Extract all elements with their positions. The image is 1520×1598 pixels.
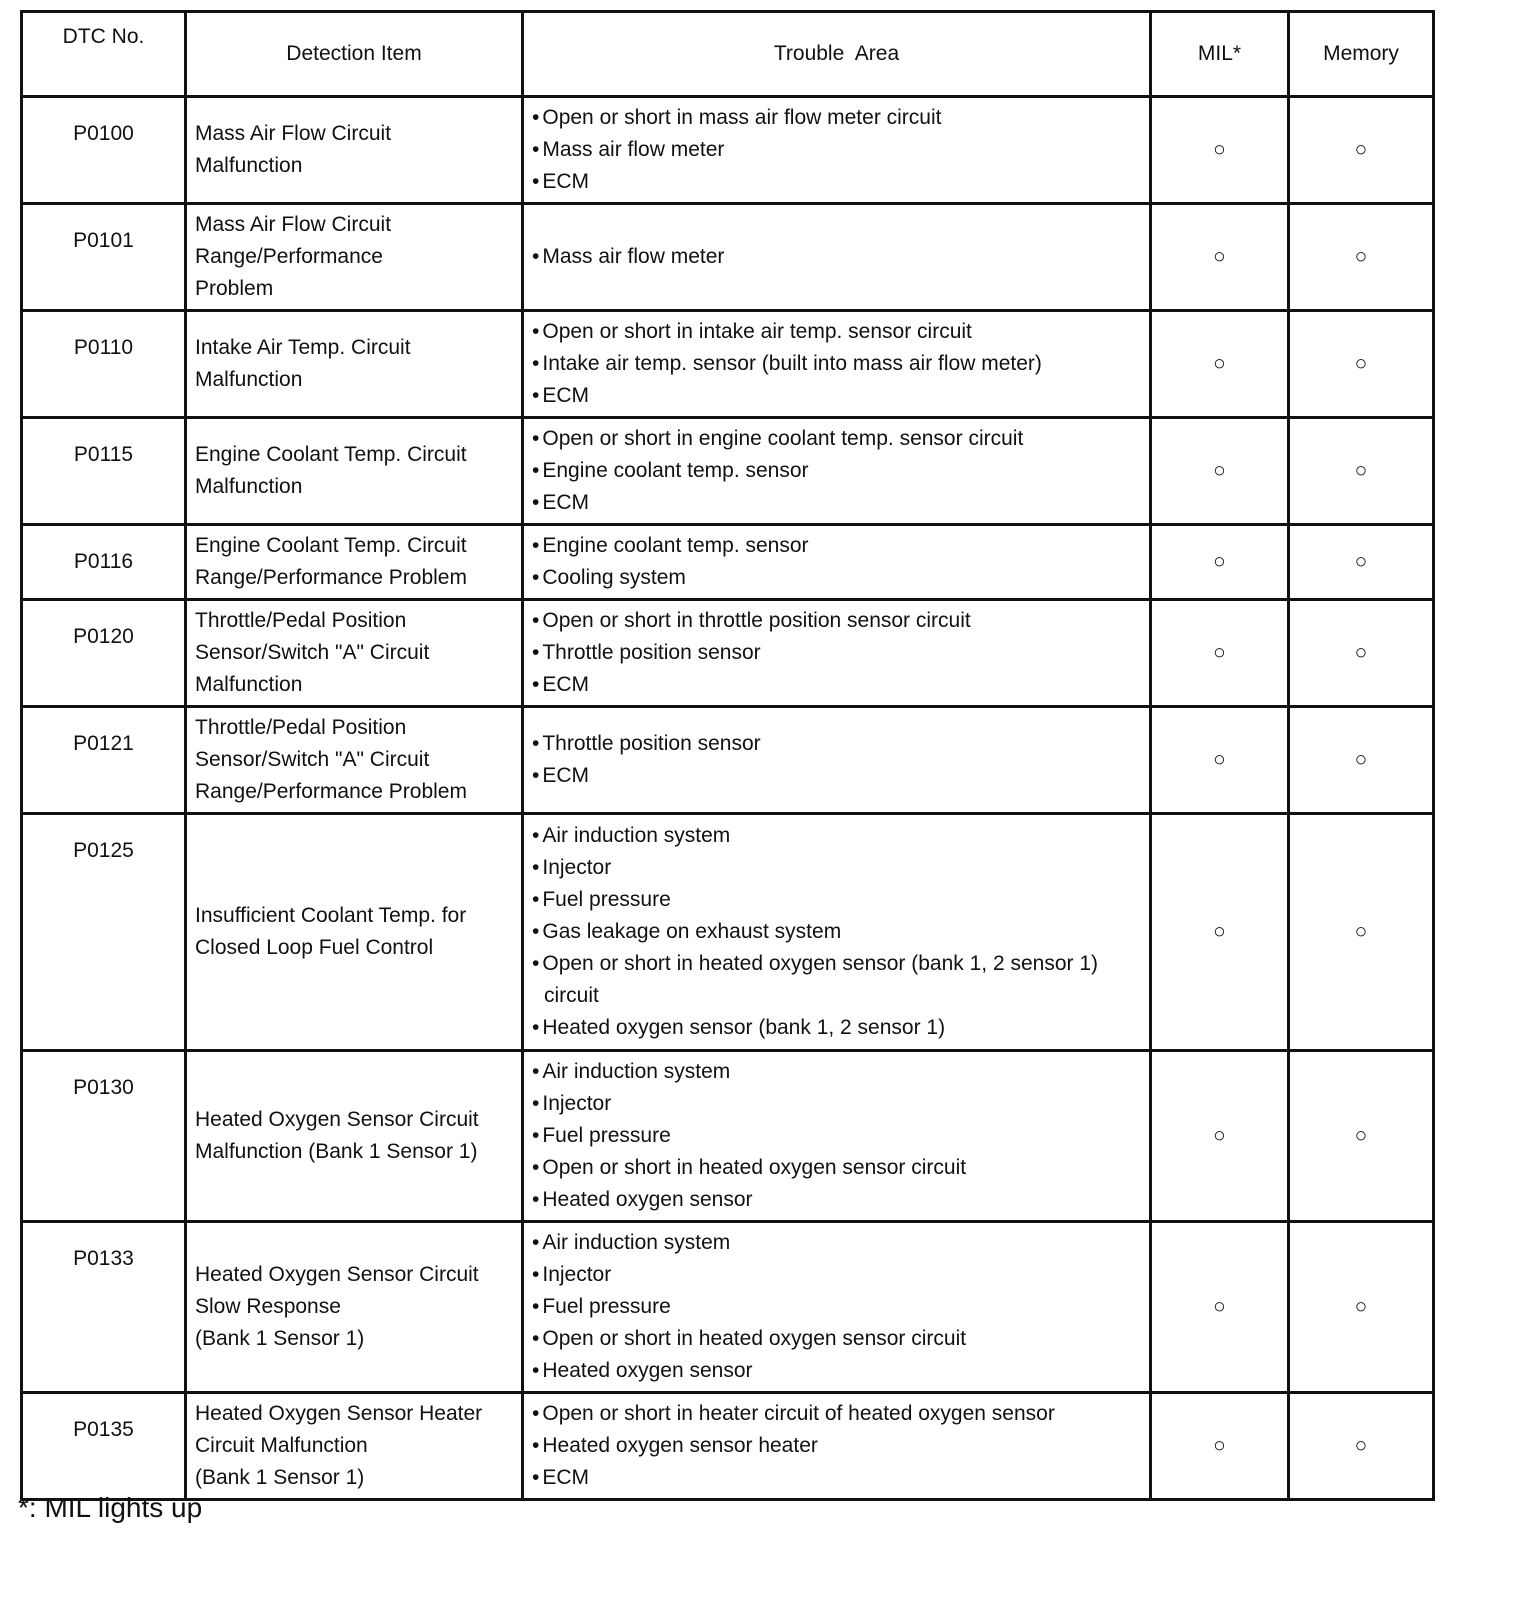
trouble-area-item — [532, 728, 1141, 760]
header-detection-item: Detection Item — [186, 12, 523, 97]
detection-item-cell — [186, 707, 523, 814]
detection-item-line: Range/Performance Problem — [195, 780, 467, 803]
trouble-area-item — [532, 1088, 1141, 1120]
trouble-area-text: • ECM — [532, 1466, 589, 1489]
table-header — [22, 12, 1434, 97]
trouble-area-text: • Mass air flow meter — [532, 138, 724, 161]
trouble-area-item — [532, 1462, 1141, 1494]
table-row — [22, 1222, 1434, 1393]
trouble-area-text: • Open or short in engine coolant temp. sensor circuit — [532, 427, 1023, 450]
trouble-area-text: • Heated oxygen sensor (bank 1, 2 sensor 1) — [532, 1016, 945, 1039]
detection-item-line: Range/Performance — [195, 245, 383, 268]
trouble-area-item — [532, 637, 1141, 669]
detection-item-line: Slow Response — [195, 1295, 341, 1318]
mil-circle-icon: ○ — [1151, 418, 1289, 525]
trouble-area-text: • ECM — [532, 384, 589, 407]
detection-item-line: Malfunction — [195, 154, 303, 177]
table-row — [22, 204, 1434, 311]
trouble-area-text: • Mass air flow meter — [532, 245, 724, 268]
table-row — [22, 525, 1434, 600]
trouble-area-item — [532, 102, 1141, 134]
detection-item-cell — [186, 97, 523, 204]
header-mil: MIL* — [1151, 12, 1289, 97]
trouble-area-text: • Fuel pressure — [532, 1124, 671, 1147]
dtc-table — [20, 10, 1435, 1501]
trouble-area-item — [532, 1056, 1141, 1088]
trouble-area-item — [532, 423, 1141, 455]
trouble-area-cell — [523, 97, 1151, 204]
trouble-area-cell — [523, 1393, 1151, 1500]
trouble-area-item — [532, 669, 1141, 701]
trouble-area-item — [532, 1323, 1141, 1355]
memory-circle-icon: ○ — [1289, 418, 1434, 525]
memory-circle-icon: ○ — [1289, 204, 1434, 311]
trouble-area-text: • Air induction system — [532, 824, 730, 847]
trouble-area-cell — [523, 1222, 1151, 1393]
mil-circle-icon: ○ — [1151, 525, 1289, 600]
detection-item-line: Mass Air Flow Circuit — [195, 213, 392, 236]
trouble-area-cell — [523, 311, 1151, 418]
trouble-area-item — [532, 166, 1141, 198]
table-row — [22, 600, 1434, 707]
detection-item-cell — [186, 204, 523, 311]
trouble-area-item — [532, 316, 1141, 348]
dtc-code-cell: P0115 — [22, 418, 186, 525]
trouble-area-item — [532, 820, 1141, 852]
trouble-area-text: • ECM — [532, 491, 589, 514]
trouble-area-item — [532, 852, 1141, 884]
trouble-area-text: • Fuel pressure — [532, 888, 671, 911]
trouble-area-cell — [523, 1051, 1151, 1222]
mil-circle-icon: ○ — [1151, 1051, 1289, 1222]
header-trouble-area: Trouble Area — [523, 12, 1151, 97]
trouble-area-text: • Injector — [532, 856, 611, 879]
detection-item-line: Closed Loop Fuel Control — [195, 936, 434, 959]
trouble-area-text: • Open or short in heated oxygen sensor (bank 1, 2 sensor 1) — [532, 952, 1098, 975]
trouble-area-item — [532, 1398, 1141, 1430]
memory-circle-icon: ○ — [1289, 707, 1434, 814]
table-row — [22, 97, 1434, 204]
memory-circle-icon: ○ — [1289, 1222, 1434, 1393]
table-body — [22, 97, 1434, 1500]
trouble-area-cell — [523, 418, 1151, 525]
trouble-area-text: • Open or short in mass air flow meter circuit — [532, 106, 941, 129]
trouble-area-text: • Throttle position sensor — [532, 641, 761, 664]
trouble-area-text: • Gas leakage on exhaust system — [532, 920, 841, 943]
detection-item-line: Intake Air Temp. Circuit — [195, 336, 411, 359]
mil-circle-icon: ○ — [1151, 1222, 1289, 1393]
detection-item-line: Malfunction (Bank 1 Sensor 1) — [195, 1140, 478, 1163]
trouble-area-cell — [523, 525, 1151, 600]
detection-item-line: Range/Performance Problem — [195, 566, 467, 589]
dtc-code-cell: P0121 — [22, 707, 186, 814]
trouble-area-item — [532, 1355, 1141, 1387]
mil-circle-icon: ○ — [1151, 1393, 1289, 1500]
detection-item-cell — [186, 814, 523, 1051]
trouble-area-item — [532, 1012, 1141, 1044]
detection-item-line: Heated Oxygen Sensor Heater — [195, 1402, 483, 1425]
dtc-code-cell: P0116 — [22, 525, 186, 600]
trouble-area-item — [532, 1227, 1141, 1259]
trouble-area-item — [532, 241, 1141, 273]
trouble-area-text: • ECM — [532, 673, 589, 696]
detection-item-cell — [186, 1222, 523, 1393]
dtc-code-cell: P0133 — [22, 1222, 186, 1393]
trouble-area-text: • Engine coolant temp. sensor — [532, 459, 809, 482]
trouble-area-text: • Heated oxygen sensor — [532, 1359, 753, 1382]
table-row — [22, 311, 1434, 418]
trouble-area-text: • Heated oxygen sensor heater — [532, 1434, 818, 1457]
trouble-area-item — [532, 760, 1141, 792]
detection-item-line: Sensor/Switch "A" Circuit — [195, 641, 430, 664]
trouble-area-cell — [523, 707, 1151, 814]
detection-item-cell — [186, 311, 523, 418]
dtc-code-cell: P0110 — [22, 311, 186, 418]
detection-item-line: Malfunction — [195, 673, 303, 696]
dtc-code-cell: P0100 — [22, 97, 186, 204]
mil-circle-icon: ○ — [1151, 97, 1289, 204]
trouble-area-item — [532, 1259, 1141, 1291]
detection-item-line: (Bank 1 Sensor 1) — [195, 1466, 365, 1489]
memory-circle-icon: ○ — [1289, 1051, 1434, 1222]
memory-circle-icon: ○ — [1289, 814, 1434, 1051]
header-dtc-no: DTC No. — [22, 12, 186, 97]
trouble-area-text: • Air induction system — [532, 1060, 730, 1083]
trouble-area-item — [532, 1430, 1141, 1462]
memory-circle-icon: ○ — [1289, 600, 1434, 707]
trouble-area-item — [532, 916, 1141, 948]
detection-item-cell — [186, 1051, 523, 1222]
dtc-code-cell: P0130 — [22, 1051, 186, 1222]
detection-item-line: Heated Oxygen Sensor Circuit — [195, 1263, 479, 1286]
trouble-area-cell — [523, 814, 1151, 1051]
trouble-area-text: • ECM — [532, 764, 589, 787]
trouble-area-text: circuit — [544, 984, 599, 1007]
mil-circle-icon: ○ — [1151, 204, 1289, 311]
trouble-area-item — [532, 1291, 1141, 1323]
dtc-code-cell: P0101 — [22, 204, 186, 311]
trouble-area-text: • Open or short in heater circuit of heated oxygen sensor — [532, 1402, 1055, 1425]
trouble-area-item — [532, 134, 1141, 166]
detection-item-line: Heated Oxygen Sensor Circuit — [195, 1108, 479, 1131]
trouble-area-text: • Throttle position sensor — [532, 732, 761, 755]
table-row — [22, 707, 1434, 814]
footnote: *: MIL lights up — [18, 1492, 203, 1523]
mil-circle-icon: ○ — [1151, 600, 1289, 707]
detection-item-line: Sensor/Switch "A" Circuit — [195, 748, 430, 771]
memory-circle-icon: ○ — [1289, 97, 1434, 204]
trouble-area-item — [532, 884, 1141, 916]
detection-item-line: Mass Air Flow Circuit — [195, 122, 392, 145]
trouble-area-item — [532, 948, 1141, 980]
table-row — [22, 1393, 1434, 1500]
trouble-area-text: • Intake air temp. sensor (built into mass air flow meter) — [532, 352, 1042, 375]
detection-item-line: Engine Coolant Temp. Circuit — [195, 534, 467, 557]
detection-item-line: Throttle/Pedal Position — [195, 609, 407, 632]
trouble-area-item — [532, 1120, 1141, 1152]
mil-circle-icon: ○ — [1151, 707, 1289, 814]
detection-item-cell — [186, 1393, 523, 1500]
memory-circle-icon: ○ — [1289, 311, 1434, 418]
trouble-area-text: • Cooling system — [532, 566, 686, 589]
detection-item-cell — [186, 525, 523, 600]
trouble-area-text: • Fuel pressure — [532, 1295, 671, 1318]
detection-item-line: Engine Coolant Temp. Circuit — [195, 443, 467, 466]
trouble-area-continuation — [532, 980, 1141, 1012]
trouble-area-text: • Open or short in heated oxygen sensor circuit — [532, 1156, 966, 1179]
trouble-area-text: • Injector — [532, 1092, 611, 1115]
trouble-area-text: • Open or short in heated oxygen sensor circuit — [532, 1327, 966, 1350]
detection-item-line: (Bank 1 Sensor 1) — [195, 1327, 365, 1350]
memory-circle-icon: ○ — [1289, 1393, 1434, 1500]
detection-item-cell — [186, 600, 523, 707]
detection-item-line: Insufficient Coolant Temp. for — [195, 904, 467, 927]
trouble-area-text: • Injector — [532, 1263, 611, 1286]
trouble-area-text: • Heated oxygen sensor — [532, 1188, 753, 1211]
trouble-area-text: • Engine coolant temp. sensor — [532, 534, 809, 557]
header-row — [22, 12, 1434, 97]
trouble-area-item — [532, 455, 1141, 487]
dtc-code-cell: P0125 — [22, 814, 186, 1051]
trouble-area-item — [532, 487, 1141, 519]
trouble-area-item — [532, 380, 1141, 412]
trouble-area-text: • ECM — [532, 170, 589, 193]
trouble-area-cell — [523, 204, 1151, 311]
trouble-area-text: • Air induction system — [532, 1231, 730, 1254]
trouble-area-item — [532, 562, 1141, 594]
trouble-area-text: • Open or short in intake air temp. sensor circuit — [532, 320, 972, 343]
trouble-area-item — [532, 1184, 1141, 1216]
memory-circle-icon: ○ — [1289, 525, 1434, 600]
trouble-area-text: • Open or short in throttle position sensor circuit — [532, 609, 971, 632]
trouble-area-item — [532, 1152, 1141, 1184]
detection-item-cell — [186, 418, 523, 525]
trouble-area-item — [532, 605, 1141, 637]
dtc-code-cell: P0120 — [22, 600, 186, 707]
dtc-code-cell: P0135 — [22, 1393, 186, 1500]
table-row — [22, 814, 1434, 1051]
table-row — [22, 1051, 1434, 1222]
table-row — [22, 418, 1434, 525]
trouble-area-item — [532, 530, 1141, 562]
detection-item-line: Malfunction — [195, 368, 303, 391]
detection-item-line: Malfunction — [195, 475, 303, 498]
detection-item-line: Circuit Malfunction — [195, 1434, 368, 1457]
header-memory: Memory — [1289, 12, 1434, 97]
mil-circle-icon: ○ — [1151, 814, 1289, 1051]
trouble-area-cell — [523, 600, 1151, 707]
detection-item-line: Problem — [195, 277, 274, 300]
trouble-area-item — [532, 348, 1141, 380]
mil-circle-icon: ○ — [1151, 311, 1289, 418]
detection-item-line: Throttle/Pedal Position — [195, 716, 407, 739]
